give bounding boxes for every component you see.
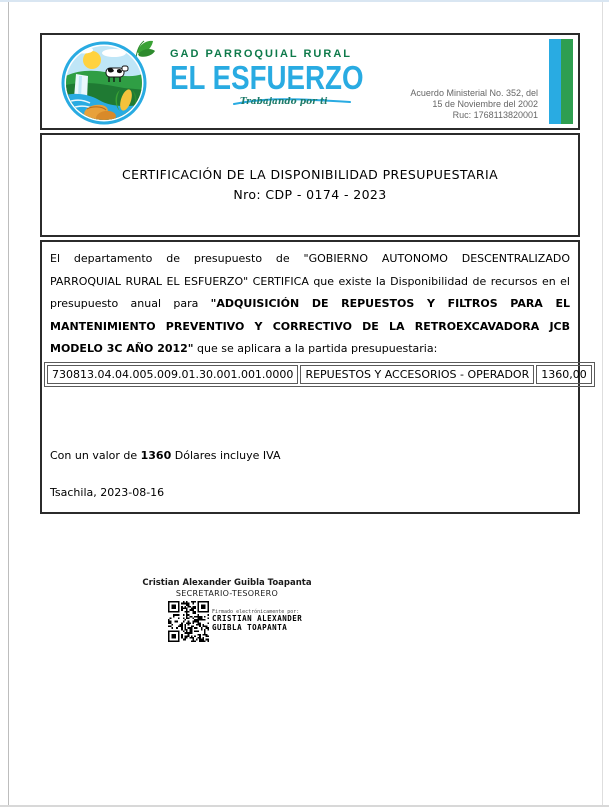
slogan-text: Trabajando por ti — [240, 97, 328, 107]
signer-role: SECRETARIO-TESORERO — [175, 589, 279, 598]
certification-paragraph — [50, 248, 570, 361]
viewer-top-edge — [0, 0, 609, 2]
paragraph-suffix: que se aplicara a la partida presupuestaria: — [193, 342, 438, 355]
document-title: CERTIFICACIÓN DE LA DISPONIBILIDAD PRESUPUESTARIA — [121, 167, 499, 182]
viewer-right-edge — [602, 2, 603, 807]
value-statement — [50, 449, 281, 462]
title-box — [40, 133, 580, 237]
ministerial-line-2: 15 de Noviembre del 2002 — [432, 99, 538, 109]
brand-block — [170, 48, 400, 111]
budget-code-cell: 730813.04.04.005.009.01.30.001.001.0000 — [47, 365, 298, 384]
paragraph-prefix: El departamento de presupuesto de "GOBIERNO AUTONOMO DESCENTRALIZADO PARROQUIAL RURAL EL ESFUERZO" CERTIFICA que existe la Disponibilidad de recursos en el presupuesto anual para — [50, 252, 570, 310]
slogan-wrap — [232, 95, 352, 111]
org-type-label: GAD PARROQUIAL RURAL — [170, 48, 352, 60]
budget-item-table — [44, 362, 595, 387]
budget-amount-cell: 1360,00 — [536, 365, 592, 384]
budget-description-cell: REPUESTOS Y ACCESORIOS - OPERADOR — [300, 365, 534, 384]
value-suffix: Dólares incluye IVA — [171, 449, 281, 462]
blue-bar — [549, 39, 561, 124]
esign-name-line1: CRISTIAN ALEXANDER — [212, 614, 303, 623]
value-prefix: Con un valor de — [50, 449, 141, 462]
ruc-line: Ruc: 1768113820001 — [452, 110, 538, 120]
value-amount: 1360 — [140, 449, 172, 462]
letterhead — [40, 33, 580, 130]
document-number: Nro: CDP - 0174 - 2023 — [233, 187, 387, 202]
leaf-icon — [136, 41, 155, 58]
org-name-label: EL ESFUERZO — [170, 59, 364, 96]
esign-label: Firmado electrónicamente por: — [212, 609, 300, 615]
certification-body-box — [40, 240, 587, 514]
paragraph-bold-object: "ADQUISICIÓN DE REPUESTOS Y FILTROS PARA EL MANTENIMIENTO PREVENTIVO Y CORRECTIVO DE LA RETROEXCAVADORA JCB MODELO 3C AÑO 2012" — [50, 297, 571, 355]
signature-block — [77, 578, 377, 598]
place-date: Tsachila, 2023-08-16 — [50, 486, 165, 499]
ministerial-line-1: Acuerdo Ministerial No. 352, del — [410, 88, 538, 98]
flag-bars — [549, 39, 573, 124]
green-bar — [561, 39, 573, 124]
gad-logo — [54, 38, 166, 126]
esign-name-line2: GUIBLA TOAPANTA — [212, 622, 288, 632]
viewer-left-edge — [8, 2, 9, 807]
signer-name: Cristian Alexander Guibla Toapanta — [142, 578, 312, 588]
electronic-signature-text — [212, 609, 302, 632]
ministerial-info — [410, 88, 538, 121]
table-row — [47, 365, 592, 384]
qr-code — [168, 601, 209, 642]
